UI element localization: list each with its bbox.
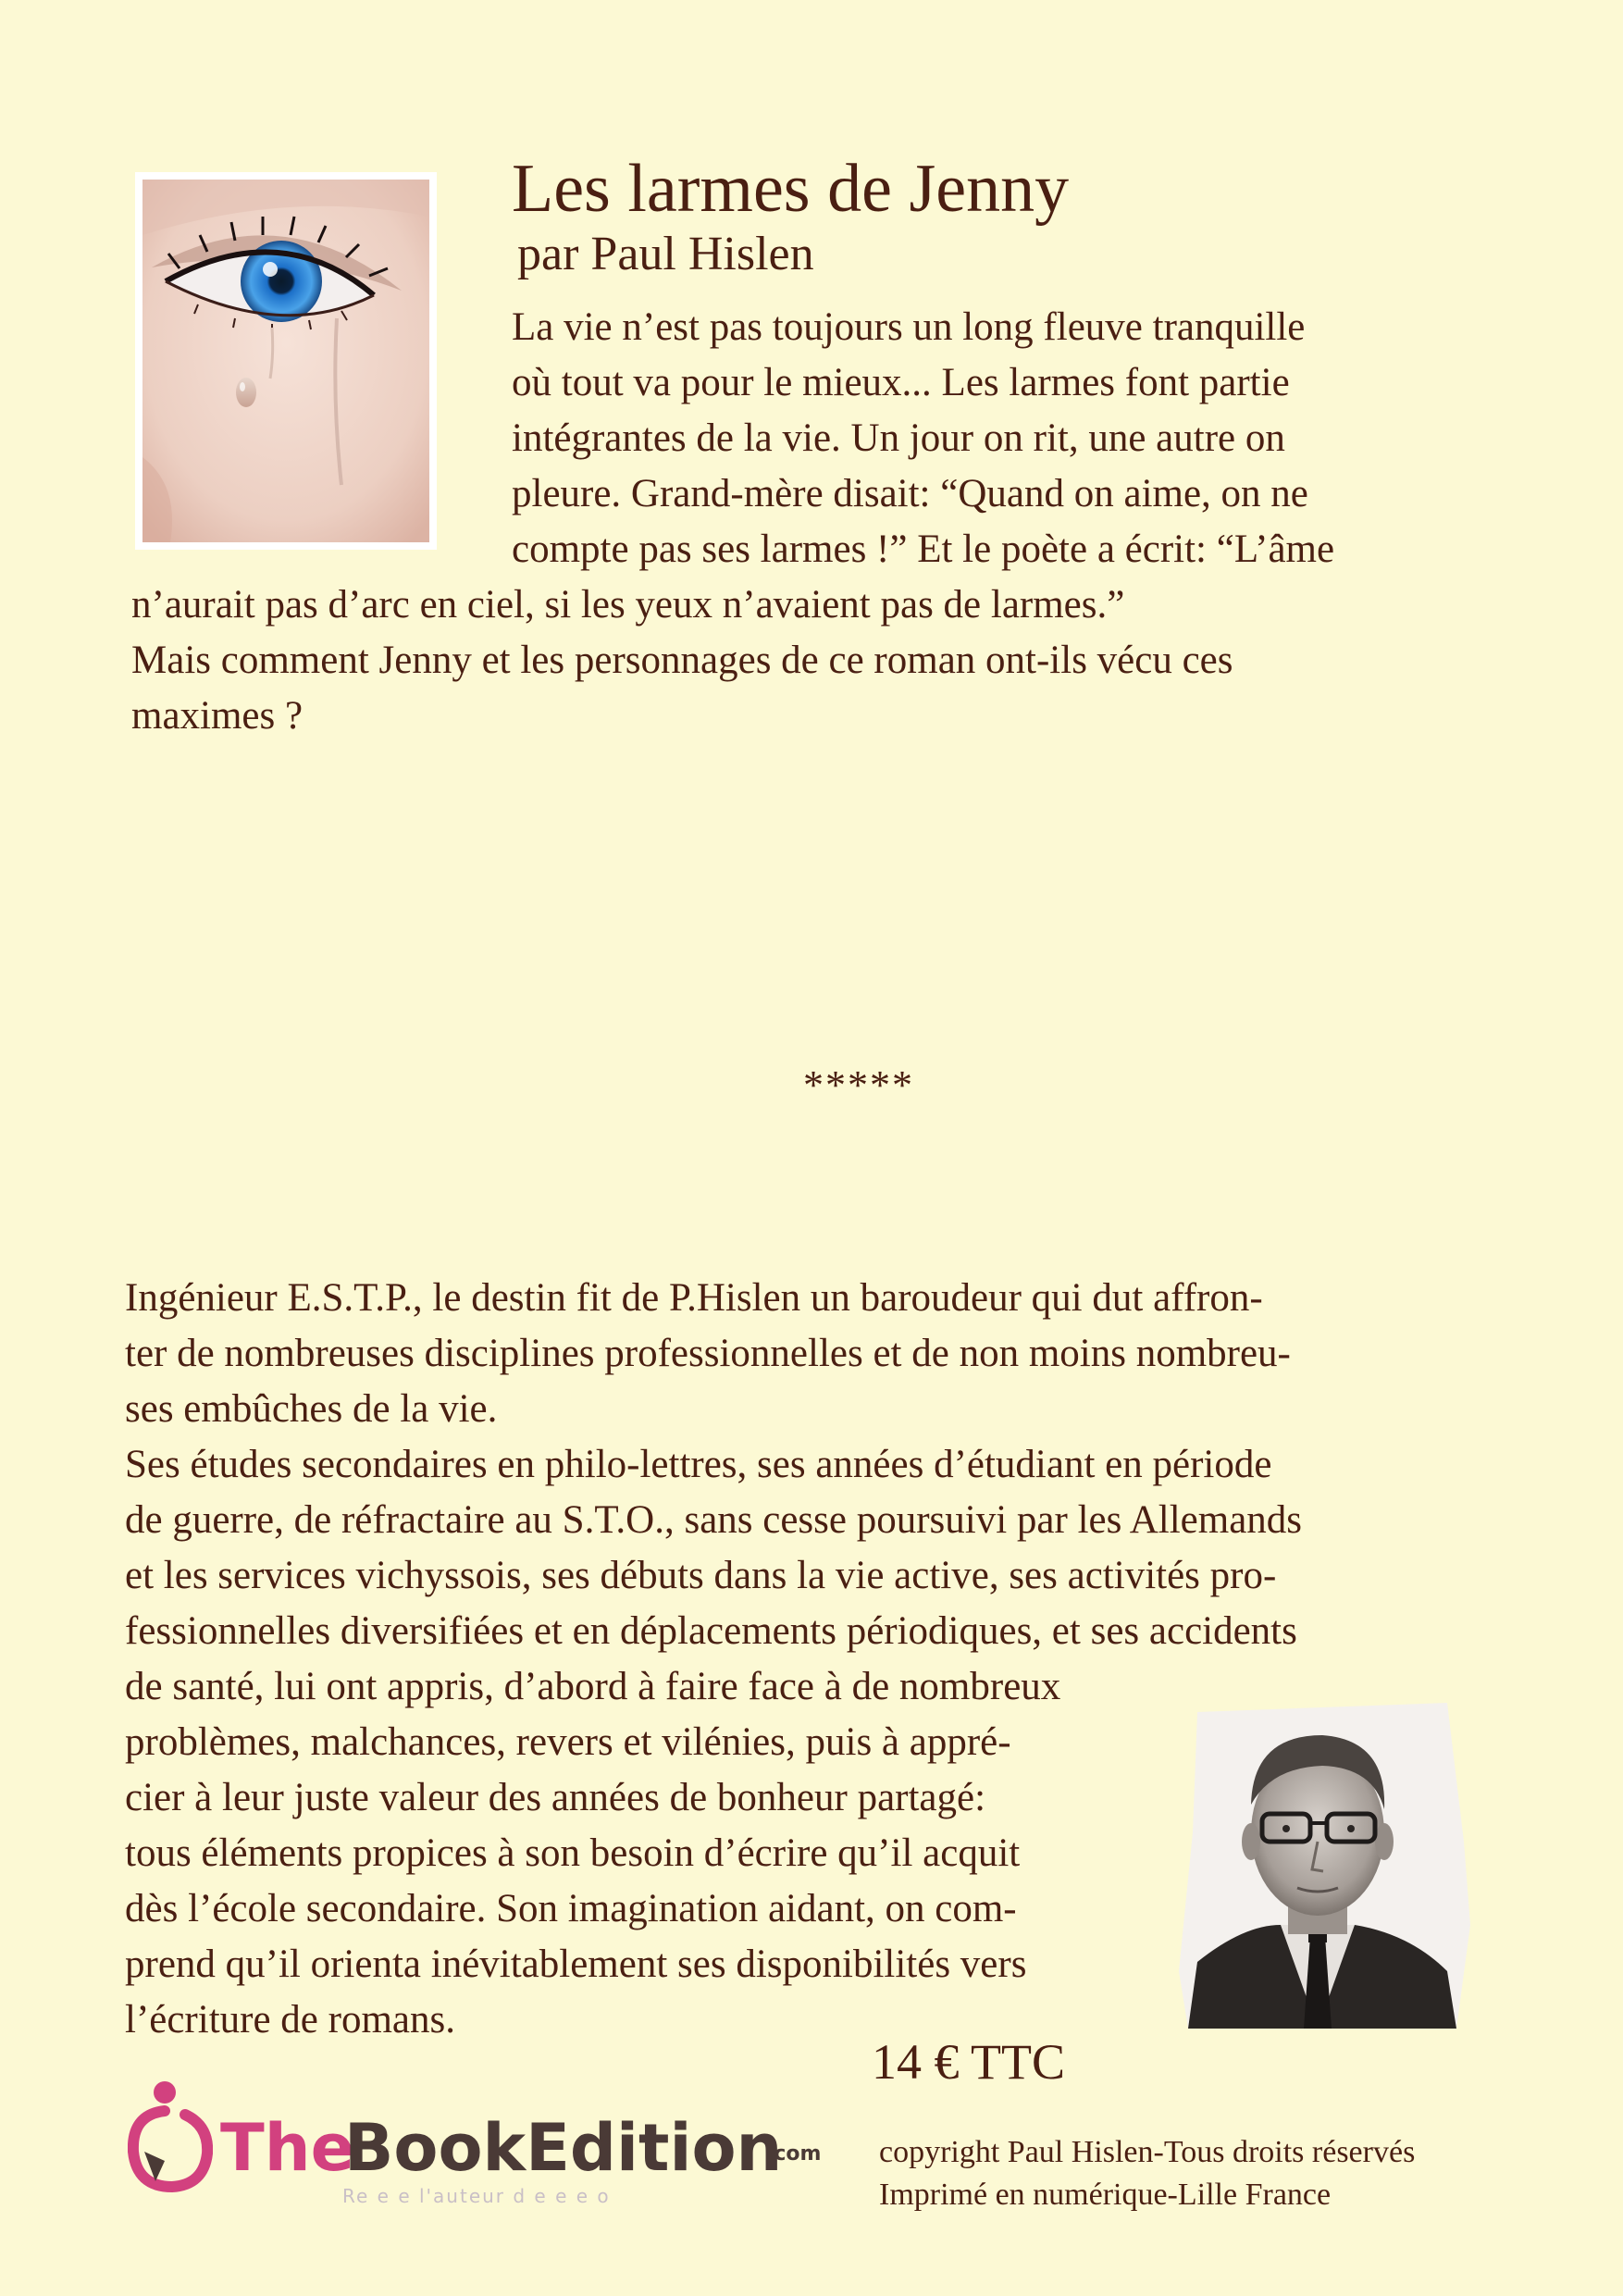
author-photo: [1170, 1694, 1470, 2029]
publisher-domain: .com: [766, 2142, 822, 2166]
synopsis-line: maximes ?: [131, 694, 304, 738]
biography-line: problèmes, malchances, revers et vilénies, puis à appré-: [125, 1720, 1011, 1764]
publisher-name-the: The: [220, 2110, 355, 2186]
eye-photo: [135, 172, 437, 550]
synopsis-line: n’aurait pas d’arc en ciel, si les yeux n’avaient pas de larmes.”: [131, 583, 1125, 627]
biography-line: Ingénieur E.S.T.P., le destin fit de P.Hislen un baroudeur qui dut affron-: [125, 1276, 1263, 1320]
synopsis-line: intégrantes de la vie. Un jour on rit, une autre on: [512, 416, 1285, 460]
synopsis-line: Mais comment Jenny et les personnages de ce roman ont-ils vécu ces: [131, 639, 1233, 682]
copyright-notice: copyright Paul Hislen-Tous droits réservés: [879, 2135, 1416, 2169]
book-title: Les larmes de Jenny: [512, 151, 1070, 227]
biography-line: l’écriture de romans.: [125, 1998, 455, 2042]
publisher-name: BookEdition: [344, 2110, 783, 2186]
biography-line: prend qu’il orienta inévitablement ses disponibilités vers: [125, 1942, 1027, 1986]
biography-line: de guerre, de réfractaire au S.T.O., sans cesse poursuivi par les Allemands: [125, 1498, 1303, 1542]
publisher-logo: [111, 2078, 833, 2216]
biography-line: tous éléments propices à son besoin d’écrire qu’il acquit: [125, 1831, 1021, 1875]
biography-line: de santé, lui ont appris, d’abord à faire face à de nombreux: [125, 1665, 1061, 1708]
biography-line: ses embûches de la vie.: [125, 1387, 498, 1431]
biography-line: fessionnelles diversifiées et en déplacements périodiques, et ses accidents: [125, 1609, 1297, 1653]
section-separator: *****: [803, 1062, 914, 1108]
synopsis-line: compte pas ses larmes !” Et le poète a écrit: “L’âme: [512, 527, 1335, 571]
synopsis-line: pleure. Grand-mère disait: “Quand on aime, on ne: [512, 472, 1308, 515]
biography-line: Ses études secondaires en philo-lettres, ses années d’étudiant en période: [125, 1443, 1272, 1486]
biography-line: dès l’école secondaire. Son imagination aidant, on com-: [125, 1887, 1017, 1930]
book-author: par Paul Hislen: [517, 228, 814, 280]
publisher-tagline: Re e e l'auteur d e e e o: [342, 2185, 611, 2207]
biography-line: ter de nombreuses disciplines professionnelles et de non moins nombreu-: [125, 1332, 1291, 1375]
book-price: 14 € TTC: [872, 2034, 1066, 2090]
publisher-logo-icon: [128, 2078, 213, 2198]
synopsis-line: La vie n’est pas toujours un long fleuve tranquille: [512, 305, 1306, 349]
biography-line: et les services vichyssois, ses débuts dans la vie active, ses activités pro-: [125, 1554, 1277, 1597]
biography-line: cier à leur juste valeur des années de bonheur partagé:: [125, 1776, 986, 1819]
synopsis-line: où tout va pour le mieux... Les larmes font partie: [512, 361, 1290, 404]
author-portrait-image: [1170, 1694, 1470, 2029]
print-notice: Imprimé en numérique-Lille France: [879, 2178, 1332, 2212]
crying-eye-image: [142, 180, 429, 542]
